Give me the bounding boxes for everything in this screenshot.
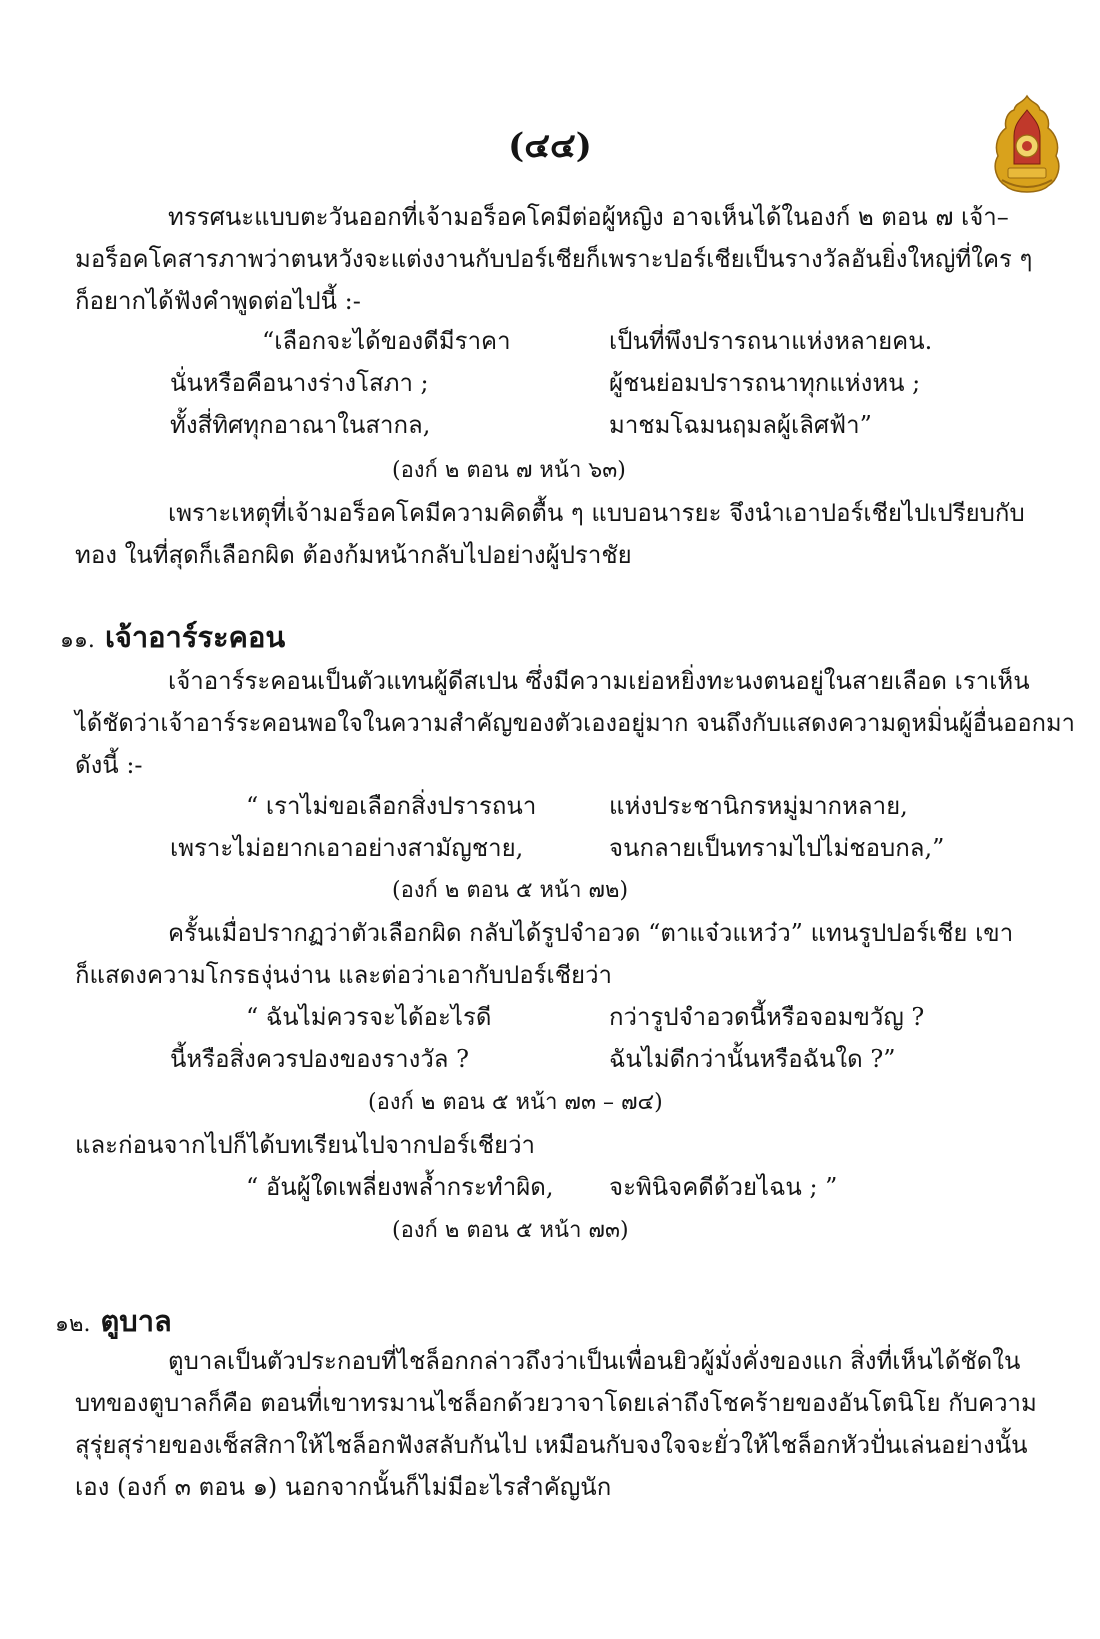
citation: (องก์ ๒ ตอน ๕ หน้า ๗๓) xyxy=(392,1218,629,1243)
paragraph-line: เพราะเหตุที่เจ้ามอร็อคโคมีความคิดตื้น ๆ แบบอนารยะ จึงนำเอาปอร์เชียไปเปรียบกับ xyxy=(168,499,1025,527)
verse-right: จะพินิจคดีด้วยไฉน ; ” xyxy=(609,1173,838,1201)
verse-right: แห่งประชานิกรหมู่มากหลาย, xyxy=(609,792,908,820)
verse-right: เป็นที่พึงปรารถนาแห่งหลายคน. xyxy=(609,327,933,355)
paragraph-line: ทรรศนะแบบตะวันออกที่เจ้ามอร็อคโคมีต่อผู้หญิง อาจเห็นได้ในองก์ ๒ ตอน ๗ เจ้า– xyxy=(168,203,1009,231)
paragraph-line: ได้ชัดว่าเจ้าอาร์ระคอนพอใจในความสำคัญของตัวเองอยู่มาก จนถึงกับแสดงความดูหมิ่นผู้อื่นออกมา xyxy=(75,709,1075,737)
section-title: เจ้าอาร์ระคอน xyxy=(104,620,286,654)
section-title: ตูบาล xyxy=(100,1304,172,1338)
verse-left: นั่นหรือคือนางร่างโสภา ; xyxy=(170,369,429,397)
verse-left: นี้หรือสิ่งควรปองของรางวัล ? xyxy=(170,1045,469,1073)
verse-left: “ อันผู้ใดเพลี่ยงพล้ำกระทำผิด, xyxy=(246,1173,554,1201)
verse-right: กว่ารูปจำอวดนี้หรือจอมขวัญ ? xyxy=(609,1003,925,1031)
verse-left: “เลือกจะได้ของดีมีราคา xyxy=(262,327,511,355)
section-number: ๑๒. xyxy=(55,1312,91,1337)
section-number: ๑๑. xyxy=(60,628,95,653)
verse-left: เพราะไม่อยากเอาอย่างสามัญชาย, xyxy=(170,834,524,862)
verse-left: “ เราไม่ขอเลือกสิ่งปรารถนา xyxy=(246,792,537,820)
paragraph-line: เจ้าอาร์ระคอนเป็นตัวแทนผู้ดีสเปน ซึ่งมีความเย่อหยิ่งทะนงตนอยู่ในสายเลือด เราเห็น xyxy=(168,667,1030,695)
paragraph-line: และก่อนจากไปก็ได้บทเรียนไปจากปอร์เชียว่า xyxy=(75,1131,536,1159)
paragraph-line: ตูบาลเป็นตัวประกอบที่ไชล็อกกล่าวถึงว่าเป็นเพื่อนยิวผู้มั่งคั่งของแก สิ่งที่เห็นได้ชัดใน xyxy=(168,1347,1021,1375)
paragraph-line: มอร็อคโคสารภาพว่าตนหวังจะแต่งงานกับปอร์เชียก็เพราะปอร์เชียเป็นรางวัลอันยิ่งใหญ่ที่ใคร ๆ xyxy=(75,245,1033,273)
page-number: (๔๔) xyxy=(508,126,592,166)
citation: (องก์ ๒ ตอน ๕ หน้า ๗๒) xyxy=(392,878,629,903)
paragraph-line: ทอง ในที่สุดก็เลือกผิด ต้องก้มหน้ากลับไปอย่างผู้ปราชัย xyxy=(75,541,632,569)
citation: (องก์ ๒ ตอน ๗ หน้า ๖๓) xyxy=(392,458,626,483)
paragraph-line: ก็แสดงความโกรธงุ่นง่าน และต่อว่าเอากับปอร์เชียว่า xyxy=(75,961,613,989)
paragraph-line: บทของตูบาลก็คือ ตอนที่เขาทรมานไชล็อกด้วยวาจาโดยเล่าถึงโชคร้ายของอันโตนิโย กับความ xyxy=(75,1389,1037,1417)
paragraph-line: ดังนี้ :- xyxy=(75,751,143,779)
citation: (องก์ ๒ ตอน ๕ หน้า ๗๓ – ๗๔) xyxy=(368,1090,663,1115)
section-heading xyxy=(55,1298,172,1344)
verse-right: มาชมโฉมนฤมลผู้เลิศฟ้า” xyxy=(609,411,872,439)
verse-right: ผู้ชนย่อมปรารถนาทุกแห่งหน ; xyxy=(609,369,921,397)
paragraph-line: สุรุ่ยสุร่ายของเช็สสิกาให้ไชล็อกฟังสลับกันไป เหมือนกับจงใจจะยั่วให้ไชล็อกหัวปั่นเล่นอย่างนั้น xyxy=(75,1431,1028,1459)
paragraph-line: ก็อยากได้ฟังคำพูดต่อไปนี้ :- xyxy=(75,287,361,315)
section-heading xyxy=(60,614,285,660)
verse-right: จนกลายเป็นทรามไปไม่ชอบกล,” xyxy=(609,834,945,862)
verse-left: “ ฉันไม่ควรจะได้อะไรดี xyxy=(246,1003,492,1031)
paragraph-line: เอง (องก์ ๓ ตอน ๑) นอกจากนั้นก็ไม่มีอะไรสำคัญนัก xyxy=(75,1473,612,1501)
verse-right: ฉันไม่ดีกว่านั้นหรือฉันใด ?” xyxy=(609,1045,896,1073)
verse-left: ทั้งสี่ทิศทุกอาณาในสากล, xyxy=(170,411,431,439)
paragraph-line: ครั้นเมื่อปรากฏว่าตัวเลือกผิด กลับได้รูปจำอวด “ตาแจ๋วแหว๋ว” แทนรูปปอร์เชีย เขา xyxy=(168,919,1014,947)
